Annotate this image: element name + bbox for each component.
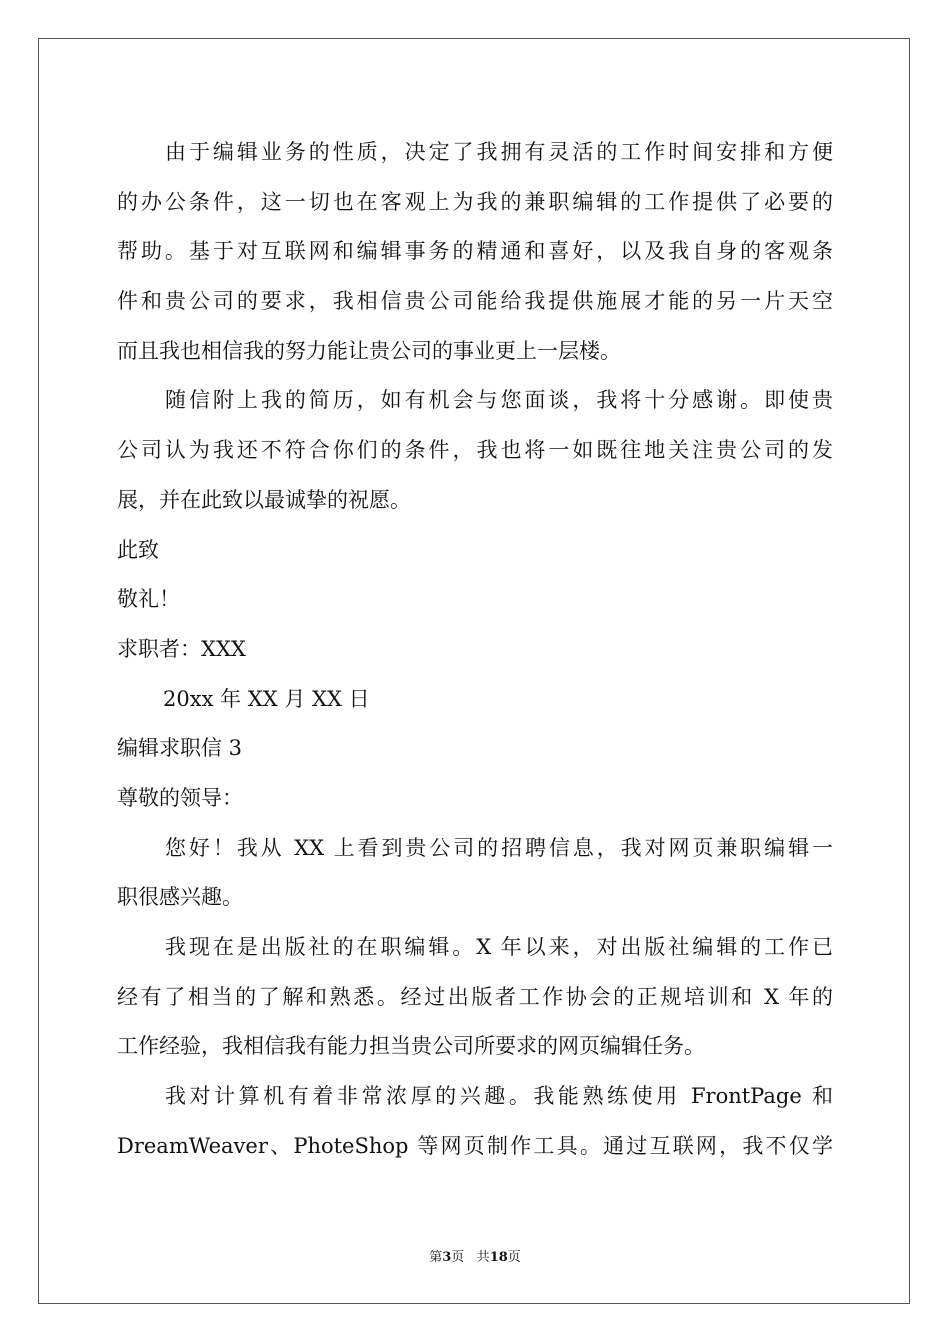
closing-line: 此致 (117, 537, 159, 562)
closing-salute: 敬礼！ (117, 587, 180, 612)
text-line: 随信附上我的简历，如有机会与您面谈，我将十分感谢。即使贵 (165, 388, 833, 413)
signature: 求职者：XXX (117, 636, 246, 661)
text-line: 件和贵公司的要求，我相信贵公司能给我提供施展才能的另一片天空 (117, 289, 833, 314)
footer-total-prefix: 共 (476, 1250, 490, 1265)
text-line: 工作经验，我相信我有能力担当贵公司所要求的网页编辑任务。 (117, 1034, 705, 1059)
text-line: 经有了相当的了解和熟悉。经过出版者工作协会的正规培训和 X 年的 (117, 984, 833, 1009)
text-line: 您好！我从 XX 上看到贵公司的招聘信息，我对网页兼职编辑一 (165, 835, 833, 860)
footer-total-suffix: 页 (507, 1250, 521, 1265)
paragraph-1 (117, 128, 833, 376)
text-line: DreamWeaver、PhoteShop 等网页制作工具。通过互联网，我不仅学 (117, 1133, 833, 1158)
text-line: 我对计算机有着非常浓厚的兴趣。我能熟练使用 FrontPage 和 (165, 1084, 833, 1109)
footer-page-suffix: 页 (451, 1250, 465, 1265)
text-line: 而且我也相信我的努力能让贵公司的事业更上一层楼。 (117, 338, 621, 363)
text-line: 由于编辑业务的性质，决定了我拥有灵活的工作时间安排和方便 (165, 140, 833, 164)
text-line: 公司认为我还不符合你们的条件，我也将一如既往地关注贵公司的发 (117, 438, 833, 463)
text-line: 展，并在此致以最诚挚的祝愿。 (117, 487, 411, 512)
paragraph-2 (117, 376, 833, 525)
paragraph-5 (117, 1072, 833, 1171)
section-heading: 编辑求职信 3 (117, 736, 243, 761)
paragraph-4 (117, 923, 833, 1072)
text-line: 帮助。基于对互联网和编辑事务的精通和喜好，以及我自身的客观条 (117, 239, 833, 264)
letter-body (117, 128, 833, 1171)
paragraph-3 (117, 824, 833, 923)
footer-page-number: 3 (442, 1250, 452, 1265)
salutation: 尊敬的领导： (117, 785, 243, 810)
text-line: 的办公条件，这一切也在客观上为我的兼职编辑的工作提供了必要的 (117, 189, 833, 214)
page-footer (0, 1246, 950, 1265)
text-line: 职很感兴趣。 (117, 885, 243, 910)
footer-prefix: 第 (429, 1250, 443, 1265)
footer-total-pages: 18 (489, 1250, 508, 1265)
text-line: 我现在是出版社的在职编辑。X 年以来，对出版社编辑的工作已 (165, 935, 833, 959)
letter-date: 20xx 年 XX 月 XX 日 (163, 686, 370, 711)
